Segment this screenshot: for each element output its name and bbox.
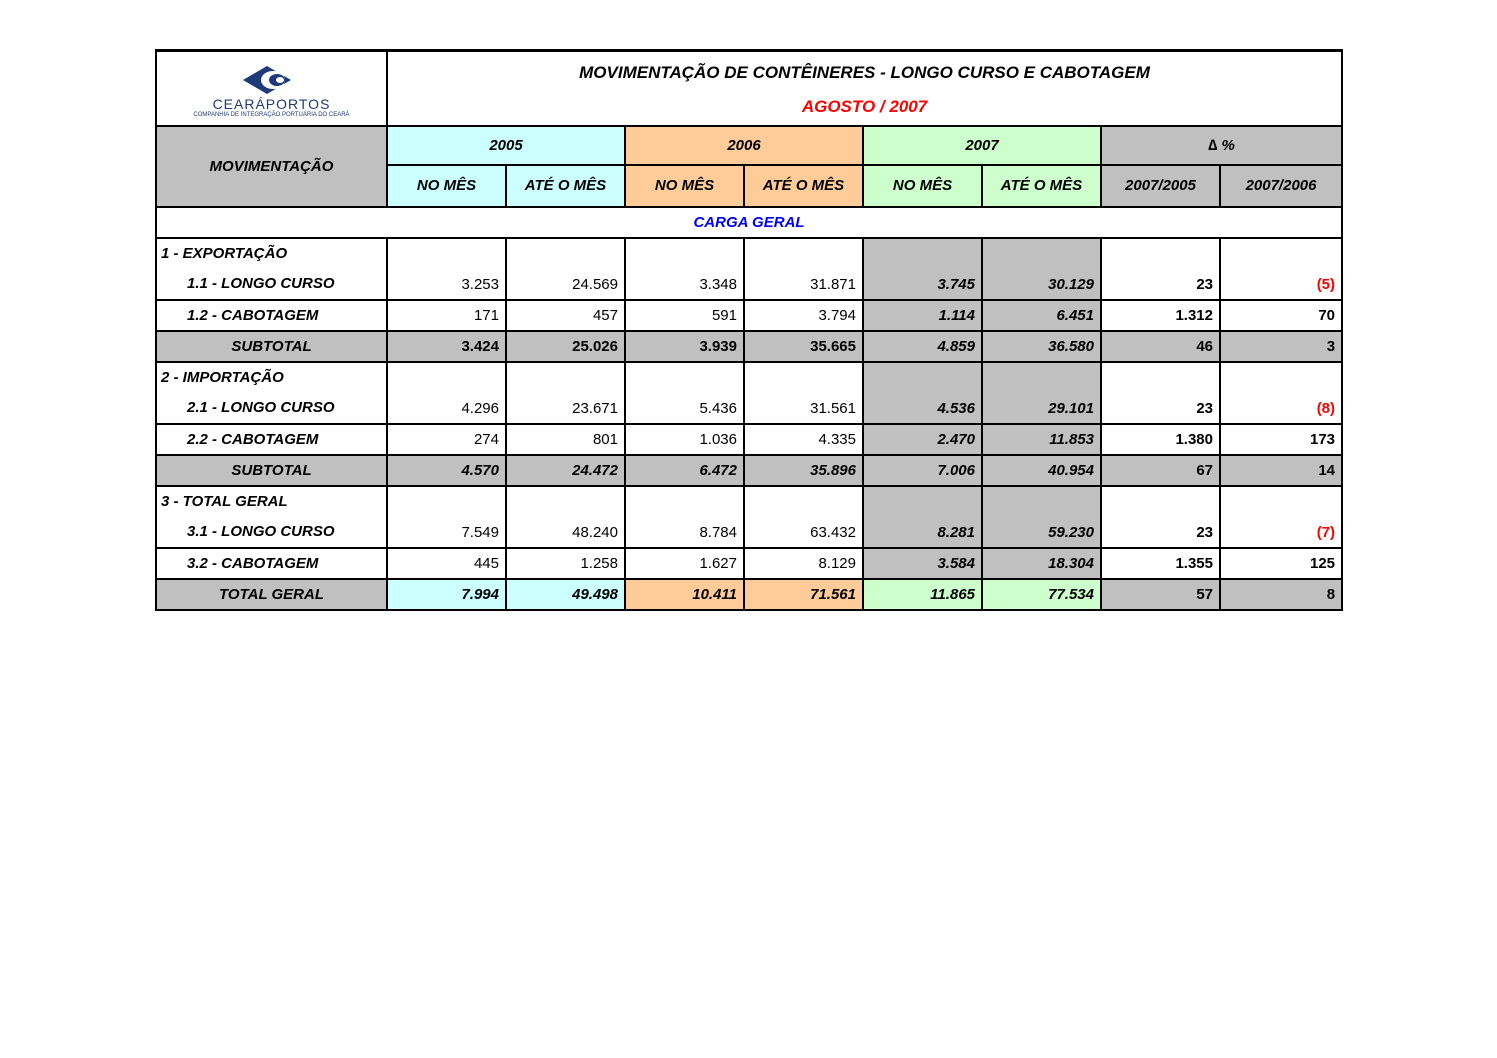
row-label: 3.2 - CABOTAGEM	[156, 548, 387, 579]
subtotal-cell: 67	[1101, 455, 1220, 486]
subtotal-cell: 36.580	[982, 331, 1101, 362]
header-ate-o-mes: ATÉ O MÊS	[982, 165, 1101, 207]
header-ate-o-mes: ATÉ O MÊS	[744, 165, 863, 207]
total-row	[156, 579, 1342, 610]
period-subtitle: AGOSTO / 2007	[801, 97, 928, 117]
header-ate-o-mes: ATÉ O MÊS	[506, 165, 625, 207]
table-cell: 63.432	[744, 486, 863, 548]
table-cell: 48.240	[506, 486, 625, 548]
table-cell: 1.312	[1101, 300, 1220, 331]
table-cell: 7.549	[387, 486, 506, 548]
table-cell: 30.129	[982, 238, 1101, 300]
subtotal-label: SUBTOTAL	[156, 455, 387, 486]
container-movement-sheet	[155, 49, 1341, 611]
table-cell: 29.101	[982, 362, 1101, 424]
subtotal-cell: 8	[1220, 579, 1342, 610]
table-cell: 125	[1220, 548, 1342, 579]
header-no-mes: NO MÊS	[863, 165, 982, 207]
title-cell	[387, 51, 1342, 126]
table-cell: 18.304	[982, 548, 1101, 579]
table-row	[156, 362, 1342, 424]
subtotal-cell: 6.472	[625, 455, 744, 486]
table-cell: 1.036	[625, 424, 744, 455]
subtotal-cell: 35.896	[744, 455, 863, 486]
table-cell: (5)	[1220, 238, 1342, 300]
cearaportos-logo-icon	[237, 63, 307, 97]
table-cell: 59.230	[982, 486, 1101, 548]
table-cell: 11.853	[982, 424, 1101, 455]
subtotal-cell: 10.411	[625, 579, 744, 610]
subtotal-label: TOTAL GERAL	[156, 579, 387, 610]
table-cell: 5.436	[625, 362, 744, 424]
subtotal-cell: 4.859	[863, 331, 982, 362]
table-cell: 445	[387, 548, 506, 579]
header-no-mes: NO MÊS	[387, 165, 506, 207]
row-label: 2.2 - CABOTAGEM	[156, 424, 387, 455]
table-cell: 457	[506, 300, 625, 331]
subtotal-cell: 71.561	[744, 579, 863, 610]
table-cell: 1.627	[625, 548, 744, 579]
table-cell: 23.671	[506, 362, 625, 424]
subtotal-cell: 57	[1101, 579, 1220, 610]
subtotal-label: SUBTOTAL	[156, 331, 387, 362]
row-label-text: 3.1 - LONGO CURSO	[187, 522, 335, 540]
subtotal-cell: 3.424	[387, 331, 506, 362]
subtotal-cell: 3.939	[625, 331, 744, 362]
row-label-text: 2.1 - LONGO CURSO	[187, 398, 335, 416]
table-cell: 4.335	[744, 424, 863, 455]
table-cell: 8.784	[625, 486, 744, 548]
table-cell: 1.258	[506, 548, 625, 579]
table-row	[156, 238, 1342, 300]
table-cell: 1.114	[863, 300, 982, 331]
table-cell: 70	[1220, 300, 1342, 331]
table-cell: 1.355	[1101, 548, 1220, 579]
header-year-2006: 2006	[625, 126, 863, 165]
table-cell: 171	[387, 300, 506, 331]
table-cell: 23	[1101, 362, 1220, 424]
logo-name: CEARÁPORTOS	[212, 96, 331, 113]
table-cell: 3.794	[744, 300, 863, 331]
header-cmp-2007-2005: 2007/2005	[1101, 165, 1220, 207]
section-title: CARGA GERAL	[156, 207, 1342, 238]
movement-table	[155, 49, 1343, 611]
logo	[156, 51, 387, 126]
group-title: 3 - TOTAL GERAL	[161, 492, 288, 510]
subtotal-cell: 49.498	[506, 579, 625, 610]
table-cell: 1.380	[1101, 424, 1220, 455]
subtotal-cell: 3	[1220, 331, 1342, 362]
subtotal-cell: 24.472	[506, 455, 625, 486]
table-row	[156, 486, 1342, 548]
header-year-2007: 2007	[863, 126, 1101, 165]
logo-subtitle: COMPANHIA DE INTEGRAÇÃO PORTUÁRIA DO CEARÁ	[193, 112, 350, 119]
table-cell: 173	[1220, 424, 1342, 455]
subtotal-cell: 40.954	[982, 455, 1101, 486]
table-cell: 274	[387, 424, 506, 455]
table-cell: 23	[1101, 238, 1220, 300]
subtotal-cell: 46	[1101, 331, 1220, 362]
subtotal-cell: 4.570	[387, 455, 506, 486]
subtotal-row	[156, 331, 1342, 362]
subtotal-cell: 25.026	[506, 331, 625, 362]
table-row	[156, 424, 1342, 455]
table-cell: 24.569	[506, 238, 625, 300]
table-cell: 2.470	[863, 424, 982, 455]
table-cell: 23	[1101, 486, 1220, 548]
table-cell: (7)	[1220, 486, 1342, 548]
table-cell: 3.584	[863, 548, 982, 579]
group-title: 2 - IMPORTAÇÃO	[161, 368, 284, 386]
table-cell: 31.871	[744, 238, 863, 300]
subtotal-cell: 7.994	[387, 579, 506, 610]
subtotal-cell: 35.665	[744, 331, 863, 362]
table-cell: 8.281	[863, 486, 982, 548]
header-cmp-2007-2006: 2007/2006	[1220, 165, 1342, 207]
row-label-text: 1.1 - LONGO CURSO	[187, 274, 335, 292]
table-row	[156, 300, 1342, 331]
header-movimentacao: MOVIMENTAÇÃO	[156, 126, 387, 207]
table-cell: 3.253	[387, 238, 506, 300]
row-label	[156, 238, 387, 300]
table-cell: 591	[625, 300, 744, 331]
subtotal-row	[156, 455, 1342, 486]
table-row	[156, 548, 1342, 579]
group-title: 1 - EXPORTAÇÃO	[161, 244, 288, 262]
table-cell: 4.296	[387, 362, 506, 424]
table-cell: 4.536	[863, 362, 982, 424]
table-cell: 3.348	[625, 238, 744, 300]
row-label	[156, 486, 387, 548]
subtotal-cell: 14	[1220, 455, 1342, 486]
table-cell: 31.561	[744, 362, 863, 424]
row-label	[156, 362, 387, 424]
table-cell: (8)	[1220, 362, 1342, 424]
header-no-mes: NO MÊS	[625, 165, 744, 207]
table-cell: 3.745	[863, 238, 982, 300]
header-delta: ∆ %	[1101, 126, 1342, 165]
subtotal-cell: 77.534	[982, 579, 1101, 610]
page-title: MOVIMENTAÇÃO DE CONTÊINERES - LONGO CURSO E CABOTAGEM	[579, 63, 1150, 83]
subtotal-cell: 7.006	[863, 455, 982, 486]
table-cell: 8.129	[744, 548, 863, 579]
subtotal-cell: 11.865	[863, 579, 982, 610]
row-label: 1.2 - CABOTAGEM	[156, 300, 387, 331]
table-cell: 6.451	[982, 300, 1101, 331]
table-cell: 801	[506, 424, 625, 455]
header-year-2005: 2005	[387, 126, 625, 165]
